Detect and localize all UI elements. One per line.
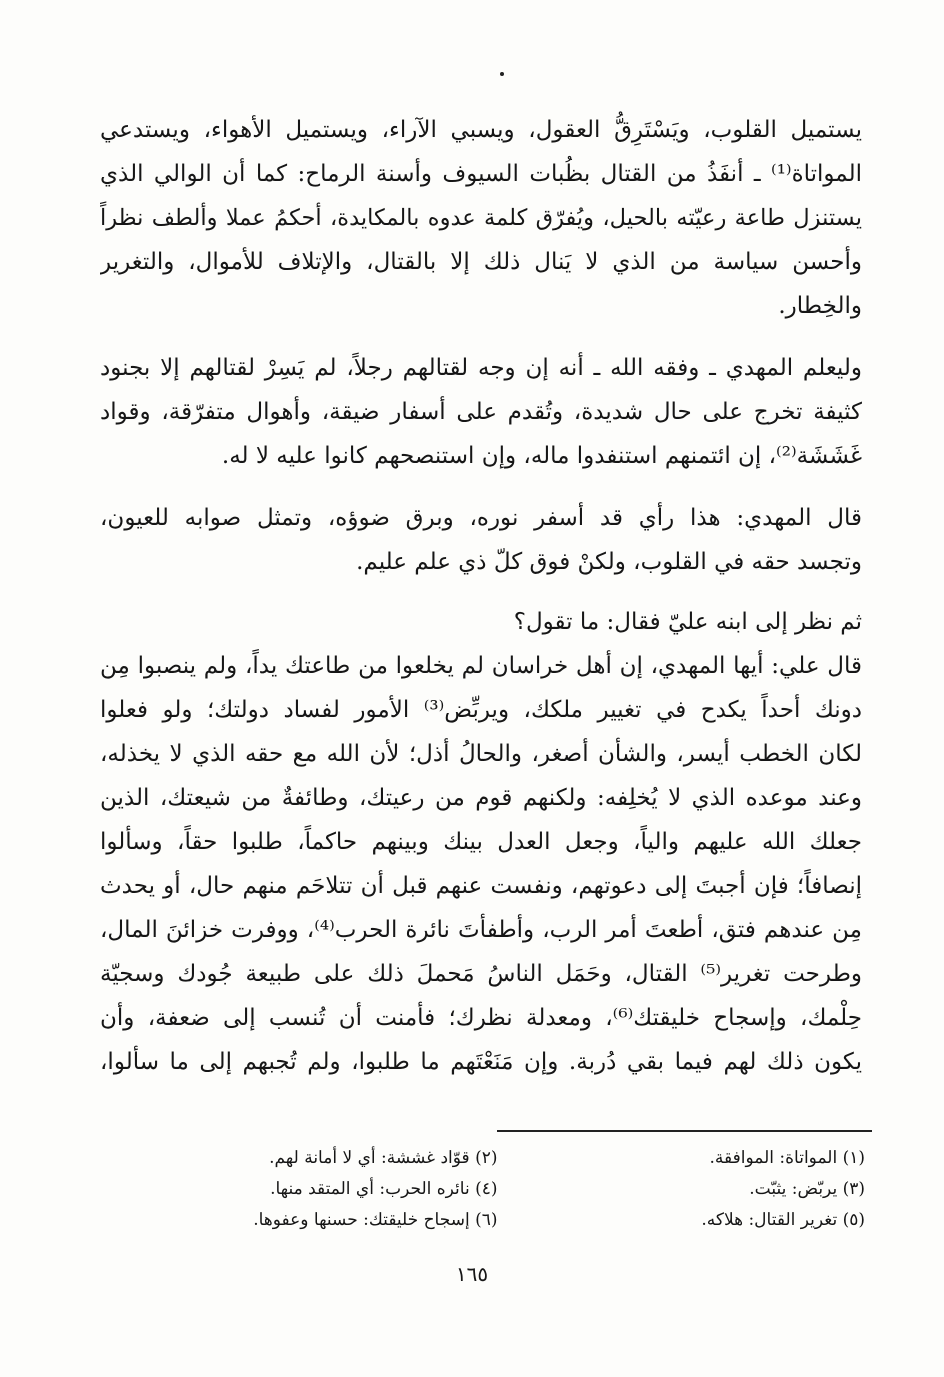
footnote-row [130,1205,865,1236]
text-line: وطرحت تغرير⁽⁵⁾ القتال، وحَمَل الناسُ مَحملَ ذلك على طبيعة جُودك وسجيّة [100,961,862,987]
text-line: قال علي: أيها المهدي، إن أهل خراسان لم يخلعوا من طاعتك يداً، ولم ينصبوا مِن [100,653,862,679]
main-text [100,108,862,1084]
text-line: يستميل القلوب، ويَسْتَرِقُّ العقول، ويسبي الآراء، ويستميل الأهواء، ويستدعي [100,117,862,143]
paragraph-5 [100,644,862,1084]
text-line: إنصافاً؛ فإن أجبتَ إلى دعوتهم، ونفست عنهم قبل أن تتلاحَم منهم حال، أو يحدث [100,873,862,899]
text-line: لكان الخطب أيسر، والشأن أصغر، والحالُ أذل؛ لأن الله مع حقه الذي لا يخذله، [100,741,862,767]
text-line: كثيفة تخرج على حال شديدة، وتُقدم على أسفار ضيقة، وأهوال متفرّقة، وقواد [100,399,862,425]
text-line: قال المهدي: هذا رأي قد أسفر نوره، وبرق ضوؤه، وتمثل صوابه للعيون، [100,505,862,531]
paragraph-1 [100,108,862,328]
paragraph-2 [100,346,862,478]
paragraph-3 [100,496,862,584]
footnote-row [130,1143,865,1174]
text-line: دونك أحداً يكدح في تغيير ملكك، ويربِّض⁽³⁾ الأمور لفساد دولتك؛ ولو فعلوا [100,697,862,723]
text-line: وتجسد حقه في القلوب، ولكنْ فوق كلّ ذي علم عليم. [356,549,862,575]
footnote-divider [497,1130,872,1132]
text-line: حِلْمك، وإسجاح خليقتك⁽⁶⁾، ومعدلة نظرك؛ فأمنت أن تُنسب إلى ضعفة، وأن [100,1005,862,1031]
footnote-2: (٢) قوّاد غششة: أي لا أمانة لهم. [269,1148,498,1168]
footnote-5: (٥) تغرير القتال: هلاكه. [701,1210,865,1230]
text-line: يكون ذلك لهم فيما بقي دُربة. وإن مَنَعْتَهم ما طلبوا، ولم تُجبهم إلى ما سألوا، [100,1049,862,1075]
text-line: غَشَشَة⁽²⁾، إن ائتمنهم استنفدوا ماله، وإن استنصحهم كانوا عليه لا له. [221,443,862,469]
page-mark [500,72,504,76]
text-line: مِن عندهم فتق، أطعتَ أمر الرب، وأطفأتَ نائرة الحرب⁽⁴⁾، ووفرت خزائنَ المال، [100,917,862,943]
text-line: يستنزل طاعة رعيّته بالحيل، ويُفرّق كلمة عدوه بالمكايدة، أحكمُ عملا وألطف نظراً [100,205,862,231]
page-number: ١٦٥ [455,1262,489,1286]
footnote-6: (٦) إسجاح خليقتك: حسنها وعفوها. [253,1210,498,1230]
text-line: المواتاة⁽¹⁾ ـ أنفَذُ من القتال بظُبات السيوف وأسنة الرماح: كما أن الوالي الذي [100,161,862,187]
footnote-3: (٣) يربّض: يثبّت. [749,1179,865,1199]
footnote-1: (١) المواتاة: الموافقة. [709,1148,865,1168]
text-line: ثم نظر إلى ابنه عليّ فقال: ما تقول؟ [513,609,862,635]
footnotes [130,1143,865,1236]
text-line: وأحسن سياسة من الذي لا يَنال ذلك إلا بالقتال، والإتلاف للأموال، والتغرير [100,249,862,275]
text-line: وليعلم المهدي ـ وفقه الله ـ أنه إن وجه لقتالهم رجلاً، لم يَسِرْ لقتالهم إلا بجنود [100,355,862,381]
text-line: والخِطار. [778,293,862,319]
text-line: جعلك الله عليهم والياً، وجعل العدل بينك وبينهم حاكماً، طلبوا حقاً، وسألوا [100,829,862,855]
text-line: وعند موعده الذي لا يُخلِفه: ولكنهم قوم من رعيتك، وطائفةٌ من شيعتك، الذين [100,785,862,811]
paragraph-4 [100,600,862,644]
footnote-4: (٤) نائره الحرب: أي المتقد منها. [270,1179,498,1199]
footnote-row [130,1174,865,1205]
